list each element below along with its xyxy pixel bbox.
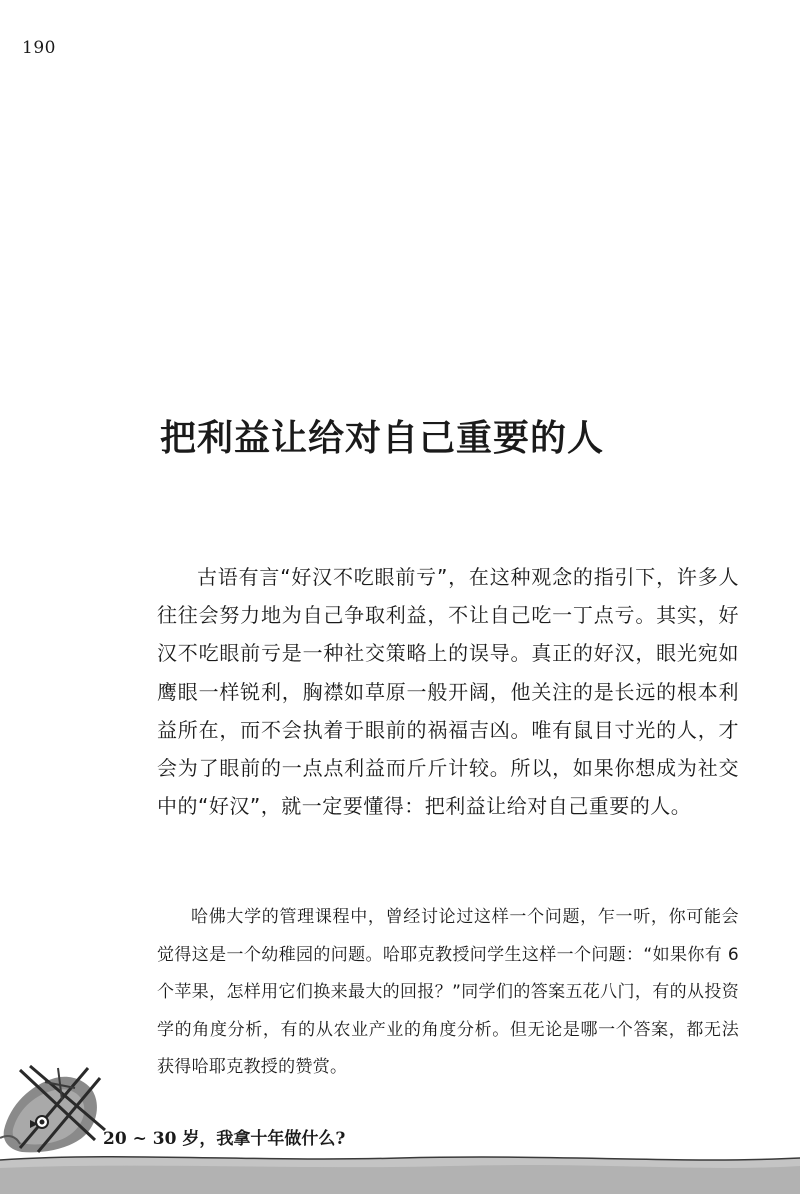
- body-paragraph: 哈佛大学的管理课程中，曾经讨论过这样一个问题，乍一听，你可能会觉得这是一个幼稚园的问题。哈耶克教授问学生这样一个问题：“如果你有 6 个苹果，怎样用它们换来最大的回报？”同学们的答案五花八门，有的从投资学的角度分析，有的从农业产业的角度分析。但无论是哪一个答案，都无法获得哈耶克教授的赞赏。: [157, 907, 739, 1077]
- chapter-title: 把利益让给对自己重要的人: [160, 418, 605, 459]
- body-paragraph: 古语有言“好汉不吃眼前亏”，在这种观念的指引下，许多人往往会努力地为自己争取利益，不让自己吃一丁点亏。其实，好汉不吃眼前亏是一种社交策略上的误导。真正的好汉，眼光宛如鹰眼一样锐利，胸襟如草原一般开阔，他关注的是长远的根本利益所在，而不会执着于眼前的祸福吉凶。唯有鼠目寸光的人，才会为了眼前的一点点利益而斤斤计较。所以，如果你想成为社交中的“好汉”，就一定要懂得：把利益让给对自己重要的人。: [157, 565, 739, 819]
- footer-bird-illustration: [0, 1060, 120, 1155]
- footer-band: [0, 1150, 800, 1194]
- page-number: 190: [22, 38, 56, 58]
- running-footer-book-title: 20 ~ 30 岁，我拿十年做什么?: [103, 1129, 346, 1149]
